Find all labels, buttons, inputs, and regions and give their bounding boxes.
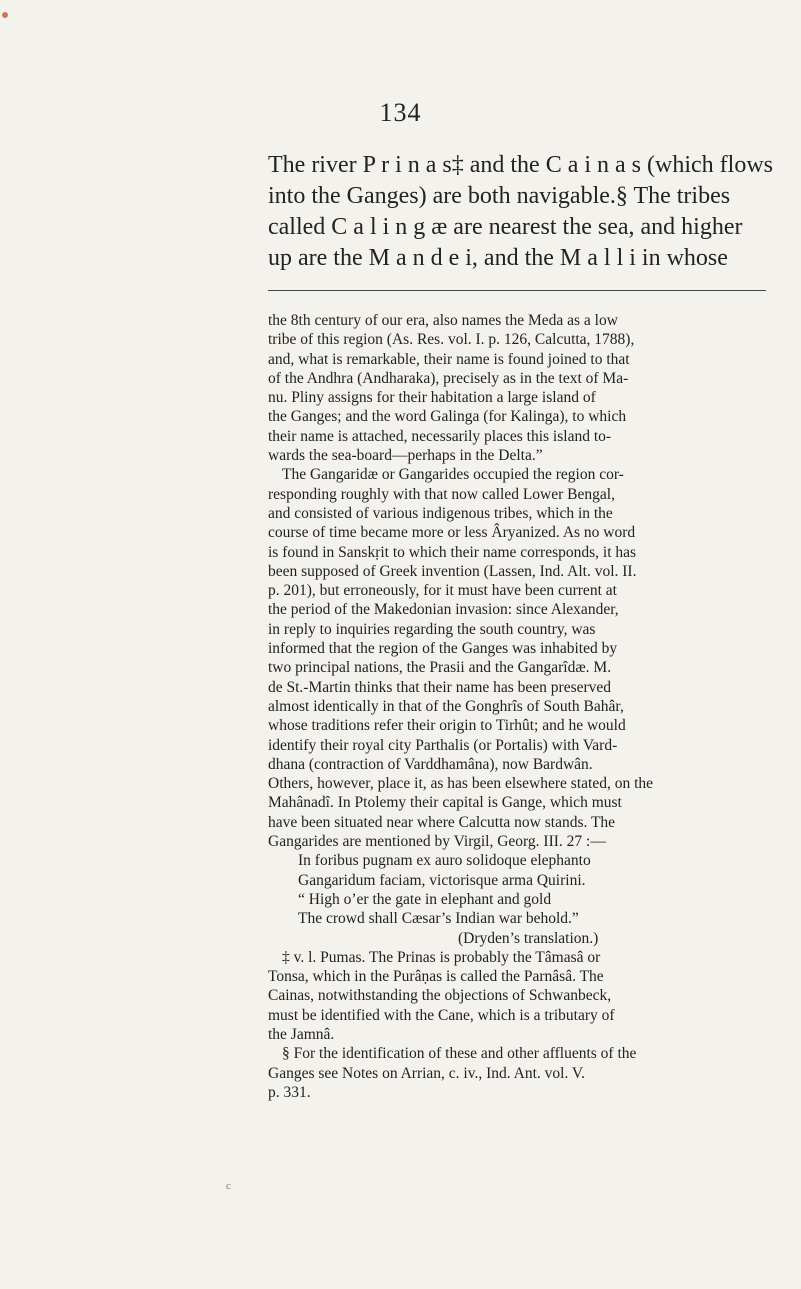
note-line: and consisted of various indigenous tribes, which in the [268,504,613,522]
continued-note [268,311,768,465]
main-text-line: into the Ganges) are both navigable.§ The tribes [268,183,731,209]
margin-mark: c [226,1180,231,1192]
footnote-divider [268,290,766,291]
note-line: Others, however, place it, as has been elsewhere stated, on the [268,775,654,793]
note-line: Tonsa, which in the Purâṇas is called the Parnâsâ. The [268,968,604,986]
note-line: their name is attached, necessarily places this island to- [268,427,612,445]
note-line: wards the sea-board—perhaps in the Delta.” [268,447,543,465]
note-line: Cainas, notwithstanding the objections of Schwanbeck, [268,987,612,1005]
note-line: Ganges see Notes on Arrian, c. iv., Ind. Ant. vol. V. [268,1064,585,1082]
main-text-line: The river P r i n a s‡ and the C a i n a s (which flows [268,152,773,178]
note-line: tribe of this region (As. Res. vol. I. p. 126, Calcutta, 1788), [268,331,635,349]
page-number: 134 [379,98,422,127]
note-line: the Jamnâ. [268,1025,335,1043]
note-line: de St.-Martin thinks that their name has been preserved [268,678,612,696]
note-line: and, what is remarkable, their name is found joined to that [268,350,630,368]
note-line: § For the identification of these and other affluents of the [282,1045,637,1063]
note-line: two principal nations, the Prasii and the Gangarîdæ. M. [268,659,612,677]
quote-line: “ High o’er the gate in elephant and gold [298,890,552,908]
note-line: p. 331. [268,1083,311,1101]
note-line: almost identically in that of the Gonghrîs of South Bahâr, [268,697,624,715]
note-section [268,1044,768,1102]
note-line: p. 201), but erroneously, for it must have been current at [268,582,617,600]
quote-line: In foribus pugnam ex auro solidoque elephanto [298,852,591,870]
latin-quote [268,851,768,890]
main-text-line: up are the M a n d e i, and the M a l l i in whose [268,245,728,271]
note-line: in reply to inquiries regarding the south country, was [268,620,596,638]
note-line: Gangarides are mentioned by Virgil, Georg. III. 27 :— [268,833,606,851]
main-text-line: called C a l i n g æ are nearest the sea, and higher [268,214,743,240]
note-line: Mahânadî. In Ptolemy their capital is Gange, which must [268,794,622,812]
note-dagger [268,948,768,1044]
note-line: dhana (contraction of Varddhamâna), now Bardwân. [268,755,593,773]
ink-spot [2,12,8,18]
english-quote [268,890,768,929]
note-line: identify their royal city Parthalis (or Portalis) with Vard- [268,736,618,754]
translation-credit: (Dryden’s translation.) [458,929,599,947]
footnotes [268,311,768,1102]
note-line: The Gangaridæ or Gangarides occupied the region cor- [282,466,624,484]
note-line: the Ganges; and the word Galinga (for Kalinga), to which [268,408,627,426]
note-line: of the Andhra (Andharaka), precisely as in the text of Ma- [268,369,629,387]
note-line: ‡ v. l. Pumas. The Prinas is probably the Tâmasâ or [282,948,601,966]
note-line: nu. Pliny assigns for their habitation a large island of [268,389,596,407]
note-line: the 8th century of our era, also names the Meda as a low [268,312,618,329]
note-line: informed that the region of the Ganges was inhabited by [268,640,618,658]
main-text [268,150,773,274]
note-line: have been situated near where Calcutta now stands. The [268,813,616,831]
note-line: is found in Sanskṛit to which their name corresponds, it has [268,543,637,561]
note-line: must be identified with the Cane, which is a tributary of [268,1006,615,1024]
note-line: responding roughly with that now called Lower Bengal, [268,485,615,503]
note-line: course of time became more or less Âryanized. As no word [268,524,636,542]
note-line: whose traditions refer their origin to Tirhût; and he would [268,717,626,735]
note-line: the period of the Makedonian invasion: since Alexander, [268,601,619,619]
quote-line: The crowd shall Cæsar’s Indian war behold.” [298,910,579,928]
gangaridae-paragraph [268,465,768,851]
note-line: been supposed of Greek invention (Lassen, Ind. Alt. vol. II. [268,562,637,580]
quote-line: Gangaridum faciam, victorisque arma Quirini. [298,871,586,889]
